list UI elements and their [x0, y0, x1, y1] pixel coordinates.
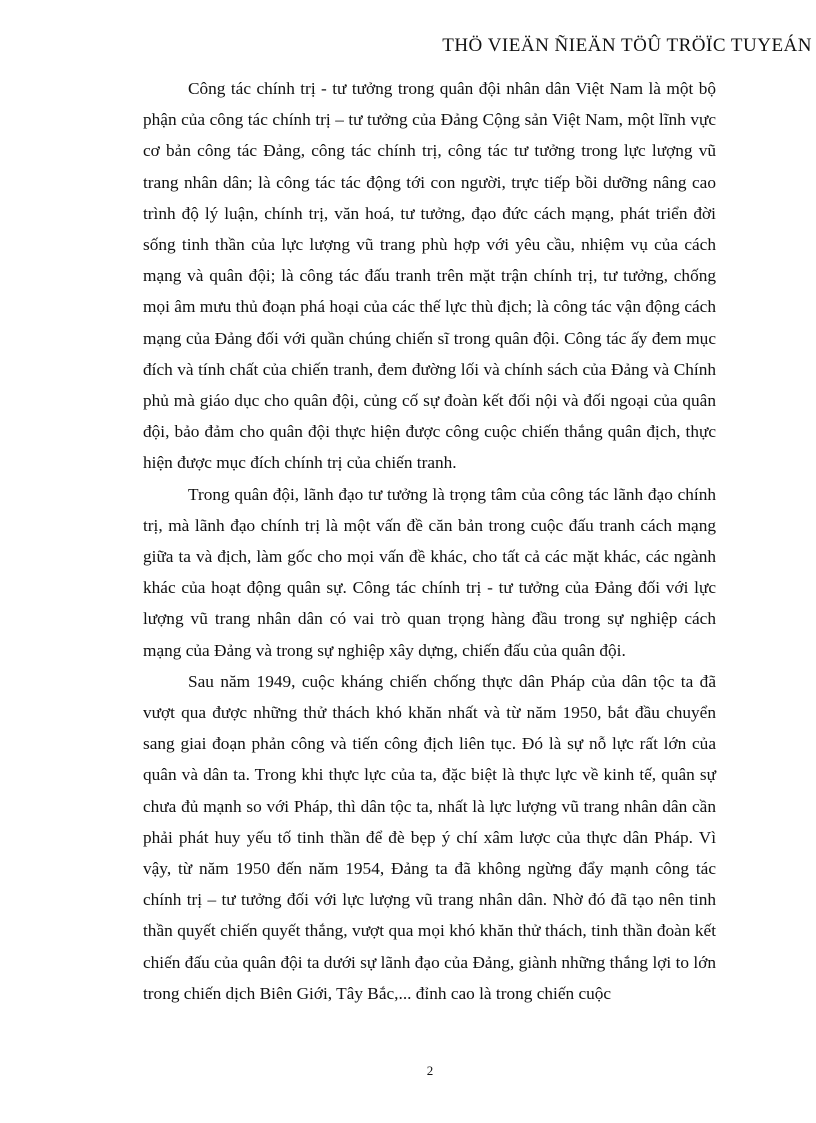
- paragraph-2: Trong quân đội, lãnh đạo tư tưởng là trọng tâm của công tác lãnh đạo chính trị, mà lãnh đạo chính trị là một vấn đề căn bản trong cuộc đấu tranh cách mạng giữa ta và địch, làm gốc cho mọi vấn đề khác, cho tất cả các mặt khác, các ngành khác của hoạt động quân sự. Công tác chính trị - tư tưởng của Đảng đối với lực lượng vũ trang nhân dân có vai trò quan trọng hàng đầu trong sự nghiệp cách mạng của Đảng và trong sự nghiệp xây dựng, chiến đấu của quân đội.: [143, 484, 716, 660]
- running-header: THÖ VIEÄN ÑIEÄN TÖÛ TRÖÏC TUYEÁN: [442, 35, 812, 56]
- paragraph-3: Sau năm 1949, cuộc kháng chiến chống thực dân Pháp của dân tộc ta đã vượt qua được những thử thách khó khăn nhất và từ năm 1950, bắt đầu chuyển sang giai đoạn phản công và tiến công địch liên tục. Đó là sự nỗ lực rất lớn của quân và dân ta. Trong khi thực lực của ta, đặc biệt là thực lực về kinh tế, quân sự chưa đủ mạnh so với Pháp, thì dân tộc ta, nhất là lực lượng vũ trang nhân dân cần phải phát huy yếu tố tinh thần để đè bẹp ý chí xâm lược của thực dân Pháp. Vì vậy, từ năm 1950 đến năm 1954, Đảng ta đã không ngừng đẩy mạnh công tác chính trị – tư tưởng đối với lực lượng vũ trang nhân dân. Nhờ đó đã tạo nên tinh thần quyết chiến quyết thắng, vượt qua mọi khó khăn thử thách, tinh thần đoàn kết chiến đấu của quân đội ta dưới sự lãnh đạo của Đảng, giành những thắng lợi to lớn trong chiến dịch Biên Giới, Tây Bắc,... đỉnh cao là trong chiến cuộc: [143, 671, 716, 1003]
- body-text: [143, 73, 716, 1009]
- page-number: 2: [426, 1063, 434, 1078]
- paragraph-1: Công tác chính trị - tư tưởng trong quân đội nhân dân Việt Nam là một bộ phận của công tác chính trị – tư tưởng của Đảng Cộng sản Việt Nam, một lĩnh vực cơ bản công tác Đảng, công tác chính trị, công tác tư tưởng trong lực lượng vũ trang nhân dân; là công tác tác động tới con người, trực tiếp bồi dưỡng nâng cao trình độ lý luận, chính trị, văn hoá, tư tưởng, đạo đức cách mạng, phát triển đời sống tinh thần của lực lượng vũ trang phù hợp với yêu cầu, nhiệm vụ của cách mạng và quân đội; là công tác đấu tranh trên mặt trận chính trị, tư tưởng, chống mọi âm mưu thủ đoạn phá hoại của các thế lực thù địch; là công tác vận động cách mạng của Đảng đối với quần chúng chiến sĩ trong quân đội. Công tác ấy đem mục đích và tính chất của chiến tranh, đem đường lối và chính sách của Đảng và Chính phủ mà giáo dục cho quân đội, củng cố sự đoàn kết đối nội và đối ngoại của quân đội, bảo đảm cho quân đội thực hiện được công cuộc chiến thắng quân địch, thực hiện được mục đích chính trị của chiến tranh.: [143, 79, 716, 473]
